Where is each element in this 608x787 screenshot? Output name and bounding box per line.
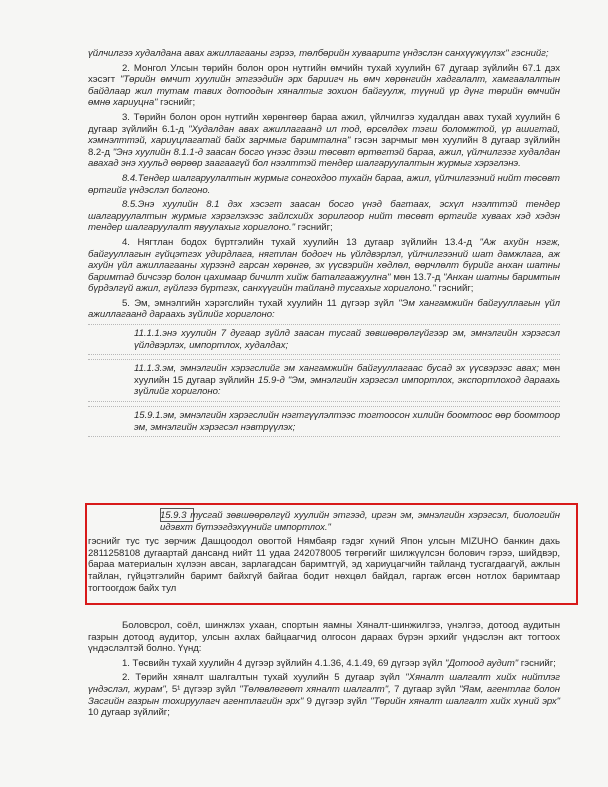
paragraph-8-4: 8.4.Тендер шалгаруулалтын журмыг сонгохдоо тухайн бараа, ажил, үйлчилгээний нийт төсөвт өртгийг үндэслэл болгоно. xyxy=(88,172,560,196)
paragraph-intro: үйлчилгээ худалдана авах ажиллагааны гэрээ, төлбөрийн хувааритг үндэслэн санхүүжүүлэх" гэснийг; xyxy=(88,48,549,59)
paragraph-4: 4. Нягтлан бодох бүртгэлийн тухай хуулийн 13 дугаар зүйлийн 13.4-д "Аж ахуйн нэгж, байгууллагын гүйцэтгэх удирдлага, нягтлан бодогч нь үйлдвэрлэл, үйлчилгээний шат дамжлага, аж ахуйн үйл ажиллагааны хүрээнд гарсан хөрөнгө, эх үүсвэрийн хөдлөл, өөрчлөлт бүрийг анхан шатны баримтад бичсээр болон цахимаар бичилт хийж баталгаажуулна" мөн 13.7-д "Анхан шатны баримтын бүрдэлгүй ажил, гүйлгээ бүртгэх, санхүүгийн тайланд тусгахыг хориглоно." гэснийг; xyxy=(88,236,560,295)
text-column-bottom xyxy=(88,620,560,722)
paragraph-5: 5. Эм, эмнэлгийн хэрэгслийн тухай хуулийн 11 дүгээр зүйл "Эм хангамжийн байгууллагын үйл ажиллагаанд дараахь зүйлийг хориглоно: xyxy=(88,297,560,321)
paragraph-8-5: 8.5.Энэ хуулийн 8.1 дэх хэсэгт заасан босго үнэд багтаах, эсхүл нээлттэй тендер шалгаруулалтын журмыг хэрэглэхээс зайлсхийх зорилгоор нийт төсөвт өртгийг хуваах хэд хэдэн тендер шалгаруулалт явуулахыг хориглоно." гэснийг; xyxy=(88,199,560,234)
quote-15-9-1: 15.9.1.эм, эмнэлгийн хэрэгслийн нэгтгүүлэлтээс тогтоосон хилийн боомтоос өөр боомтоор эм, эмнэлгийн хэрэгсэл нэвтрүүлэх; xyxy=(88,406,560,437)
text-column-top xyxy=(88,48,560,441)
quote-11-1-3: 11.1.3.эм, эмнэлгийн хэрэгслийг эм хангамжийн байгууллагаас бусад эх үүсвэрээс авах; мөн хуулийн 15 дугаар зүйлийн 15.9-д "Эм, эмнэлгийн хэрэгсэл импортлох, экспортлоход дараахь зүйлийг хориглоно: xyxy=(88,359,560,402)
quote-15-9-3: 15.9.3 тусгай зөвшөөрөлгүй хуулийн этгээд, иргэн эм, эмнэлгийн хэрэгсэл, биологийн идэвхт бүтээгдэхүүнийг импортлох." xyxy=(160,510,560,533)
paragraph-authority: Боловсрол, соёл, шинжлэх ухаан, спортын яамны Хяналт-шинжилгээ, үнэлгээ, дотоод аудитын газрын дотоод аудитор, улсын ахлах байцаагчид олгосон дараах бүрэн эрхийг үндэслэн акт тогтоох үндэслэлтэй болно. Үүнд: xyxy=(88,620,560,655)
paragraph-3: 3. Төрийн болон орон нутгийн хөрөнгөөр бараа ажил, үйлчилгээ худалдан авах тухай хуулийн 6 дугаар зүйлийн 6.1-д "Худалдан авах ажиллагаанд ил тод, өрсөлдөх тэгш боломжтой, үр ашигтай, хэмнэлттэй, хариуцлагатай байх зарчмыг баримтална" гэсэн зарчмыг мөн хуулийн 8 дугаар зүйлийн 8.2-д "Энэ хуулийн 8.1.1-д заасан босго үнээс дээш төсөвт өртөгтэй бараа, ажил, үйлчилгээг худалдан авахад энэ хуульд өөрөөр заагаагүй бол нээлттэй тендер шалгаруулалтын журмыг хэрэглэнэ. xyxy=(88,111,560,170)
list-item-2: 2. Төрийн хяналт шалгалтын тухай хуулийн 5 дугаар зүйл "Хяналт шалгалт хийх нийтлэг үндэслэл, журам", 5¹ дүгээр зүйл "Төлөвлөгөөт хяналт шалгалт", 7 дугаар зүйл "Яам, агентлаг болон Засгийн газрын тохируулагч агентлагийн эрх" 9 дүгээр зүйл "Төрийн хяналт шалгалт хийх хүний эрх" 10 дугаар зүйлийг; xyxy=(88,672,561,719)
list-item-1: 1. Төсвийн тухай хуулийн 4 дүгээр зүйлийн 4.1.36, 4.1.49, 69 дүгээр зүйл "Дотоод аудит" гэснийг; xyxy=(122,657,556,669)
paragraph-2: 2. Монгол Улсын төрийн болон орон нутгийн өмчийн тухай хуулийн 67 дугаар зүйлийн 67.1 дэх хэсэгт "Төрийн өмчит хуулийн этгээдийн эрх бариигч нь өмч хөрөнгийн хадгалалт, хамгаалалтын байдлаар жил тутам тавих дотоодын хяналтыг зохион байгуулж, түүний үр дүнг төрийн өмчийн өмнө хариуцна" гэснийг; xyxy=(88,62,560,109)
red-highlight-box xyxy=(85,503,578,605)
clause-number-box xyxy=(160,508,194,522)
paragraph-finding: гэснийг тус тус зөрчиж Дашцоодол овогтой Нямбаяр гэдэг хүний Япон улсын MIZUHO банкин дахь 2811258108 дугаартай дансанд нийт 11 удаа 242078005 төгрөгийг шилжүүлсэн болович гэрээ, шийдвэр, бараа материалын хүлээн авсан, зарлагадсан баримтгүй, эд хариуцагчийн тайланд тусгагдаагүй, ажлын тайлан, гүйцэтгэлийн баримт байхгүй байгаа бодит нөхцөл байдал, гаргаж өгсөн нотлох баримтаар тогтоогдож байх тул xyxy=(88,536,561,594)
quote-11-1-1: 11.1.1.энэ хуулийн 7 дугаар зүйлд заасан тусгай зөвшөөрөлгүйгээр эм, эмнэлгийн хэрэгсэл үйлдвэрлэх, импортлох, худалдах; xyxy=(88,324,560,355)
